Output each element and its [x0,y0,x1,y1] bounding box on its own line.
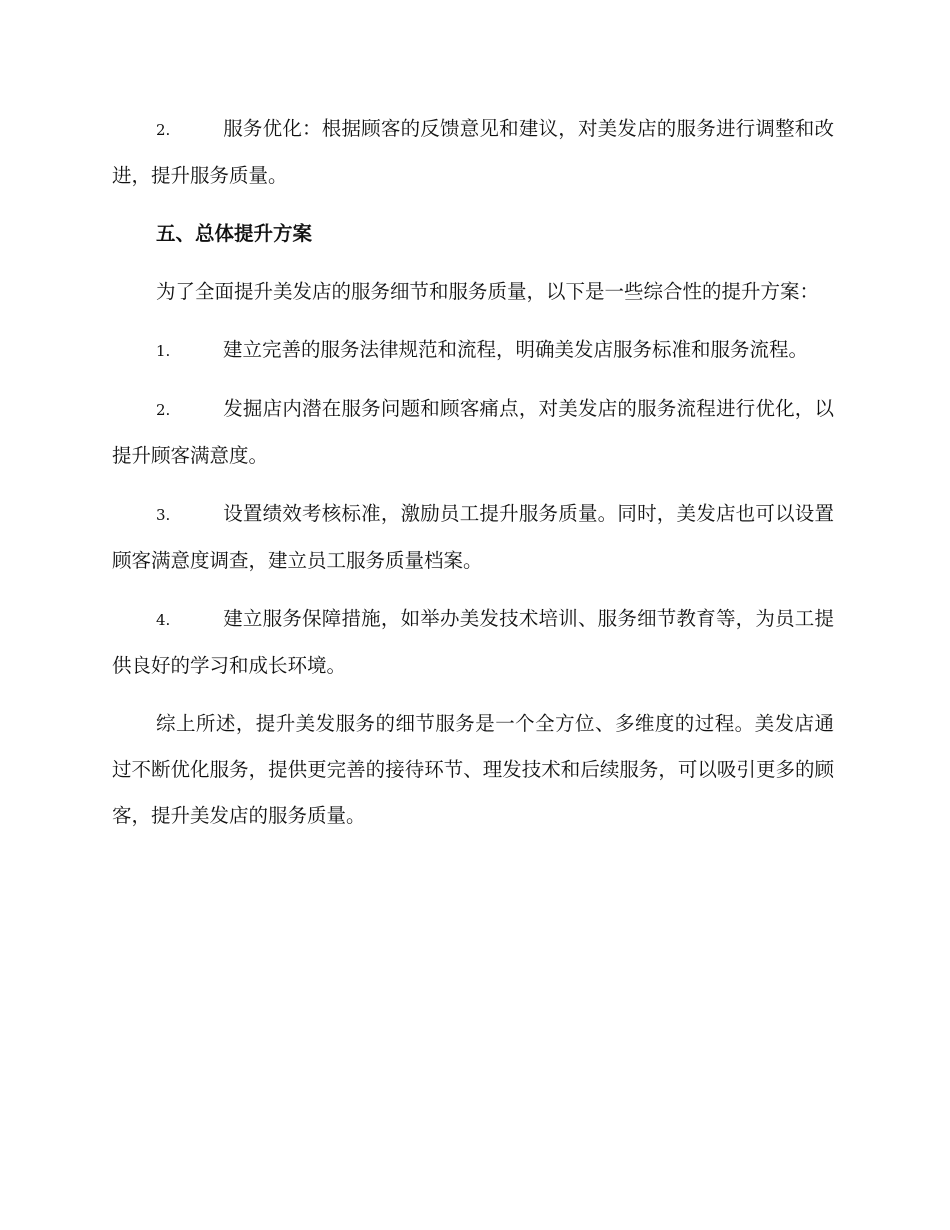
list-item-number: 4. [156,611,171,629]
list-item-text: 服务优化：根据顾客的反馈意见和建议，对美发店的服务进行调整和改进，提升服务质量。 [112,117,834,187]
list-item-number: 3. [156,506,171,524]
list-item [112,386,834,479]
list-item-number: 1. [156,342,171,360]
list-item-text: 建立完善的服务法律规范和流程，明确美发店服务标准和服务流程。 [223,338,809,361]
list-item [112,327,834,374]
list-item [112,106,834,199]
list-item-number: 2. [156,121,171,139]
section-intro-paragraph: 为了全面提升美发店的服务细节和服务质量，以下是一些综合性的提升方案： [156,280,820,303]
section-heading: 五、总体提升方案 [156,222,313,245]
list-item-number: 2. [156,401,171,419]
document-page [112,106,834,851]
list-item [112,596,834,689]
list-item-text: 发掘店内潜在服务问题和顾客痛点，对美发店的服务流程进行优化，以提升顾客满意度。 [112,397,834,467]
list-item-text: 建立服务保障措施，如举办美发技术培训、服务细节教育等，为员工提供良好的学习和成长环境。 [112,607,834,677]
conclusion-paragraph: 综上所述，提升美发服务的细节服务是一个全方位、多维度的过程。美发店通过不断优化服务，提供更完善的接待环节、理发技术和后续服务，可以吸引更多的顾客，提升美发店的服务质量。 [112,712,834,827]
list-item [112,491,834,584]
list-item-text: 设置绩效考核标准，激励员工提升服务质量。同时，美发店也可以设置顾客满意度调查，建立员工服务质量档案。 [112,502,834,572]
